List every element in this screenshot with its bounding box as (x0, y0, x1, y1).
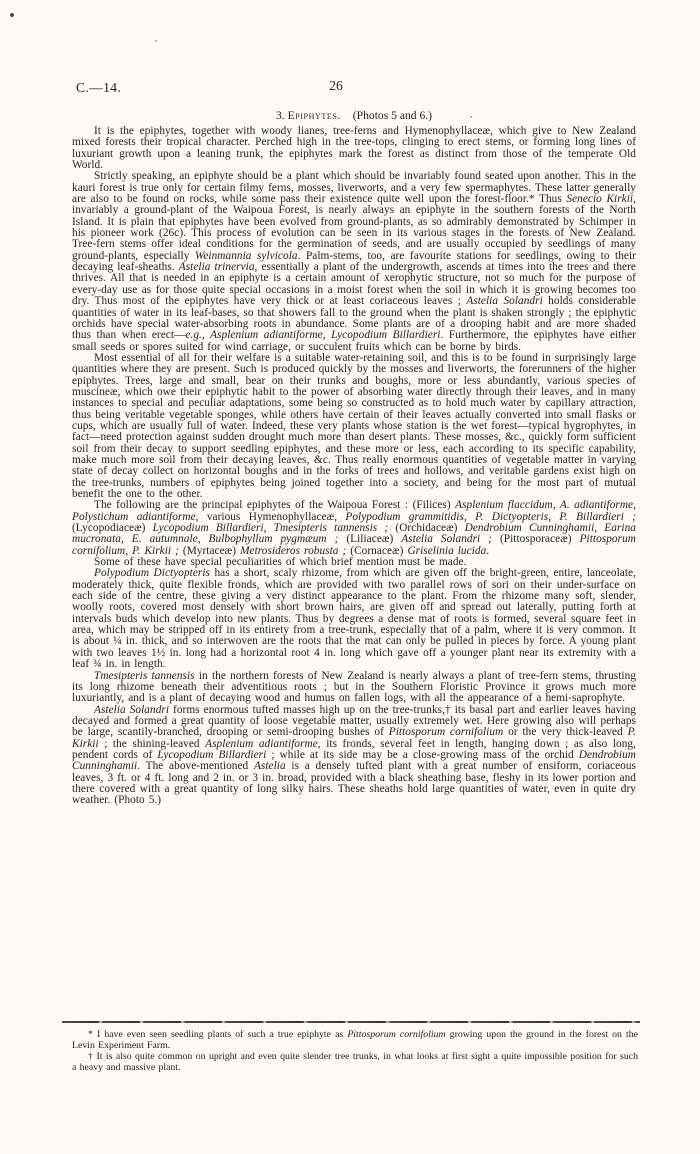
text-segment: Strictly speaking, an epiphyte should be a plant which should be invariably found seated upon another. This in the kauri forest is true only for certain filmy ferns, mosses, liverworts, and a very few spermaphytes. These latter generally are also to be found on rocks, while some pass their existence quite well upon the forest-floor.* Thus (72, 170, 636, 206)
text-segment: is a densely tufted plant with a great number of ensiform, coriaceous leaves, 3 ft. or 4 ft. long and 2 in. or 3 in. broad, provided with a black sheathing base, fleshy in its lower portion and there covered with a great quantity of long silky hairs. These sheaths hold large quantities of water, even in quite dry weather. (Photo 5.) (72, 760, 636, 807)
text-segment: It is the epiphytes, together with woody lianes, tree-ferns and Hymenophyllaceæ, which give to New Zealand mixed forests their tropical character. Perched high in the tree-tops, clinging to erect stems, or forming long lines of luxuriant growth upon a leaning trunk, the epiphytes mark the forest as distinct from those of the temperate Old World. (72, 126, 636, 172)
species-name: Astelia Solandri (466, 295, 543, 308)
paragraph (72, 353, 636, 500)
article-body (72, 126, 636, 807)
text-segment: * I have even seen seedling plants of such a true epiphyte as (88, 1029, 348, 1040)
text-segment: in the northern forests of New Zealand is nearly always a plant of tree-fern stems, thrusting its long rhizome beneath their adventitious roots ; but in the Southern Floristic Province it grows much more luxuriantly, and is a plant of decaying wood and humus on fallen logs, with all the appearance of a hemi-saprophyte. (72, 669, 636, 705)
species-name: Pittosporum cornifolium (388, 726, 504, 739)
species-name: Weinmannia sylvicola (194, 249, 298, 262)
text-segment: (Myrtaceæ) (178, 544, 241, 557)
text-segment: (Orchidaceæ) (388, 522, 465, 535)
species-name: Polypodium grammitidis, P. Dictyopteris, P. Billardieri ; (345, 510, 636, 523)
text-segment: Some of these have special peculiarities of which brief mention must be made. (94, 556, 467, 569)
text-segment: (Pittosporaceæ) (492, 533, 580, 546)
species-name: Griselinia lucida (407, 544, 487, 557)
species-name: Lycopodium Billardieri, Tmesipteris tannensis ; (152, 522, 389, 535)
footnote (72, 1051, 638, 1073)
text-segment: has a short, scaly rhizome, from which are given off the bright-green, entire, lanceolate, moderately thick, quite flexible fronds, which are provided with two parallel rows of sori on their under-surface on each side of the centre, these giving a very distinct appearance to the plant. From the rhizome many soft, slender, woolly roots, covered most densely with short brown hairs, are given off and spread out laterally, putting forth at intervals buds which develop into new plants. Thus by degrees a dense mat of roots is formed, several square feet in area, which may be stripped off in its entirety from a tree-trunk, especially that of a palm, where it is very common. It is about ¼ in. thick, and so interwoven are the roots that the mat can only be pulled in pieces by force. A young plant with two leaves 1½ in. long had a horizontal root 4 in. long which gave off a younger plant near its extremity with a leaf ¾ in. in length. (72, 567, 636, 671)
species-name: Pittosporum cornifolium (347, 1029, 446, 1040)
section-heading (72, 109, 636, 122)
footnote-divider (62, 1021, 640, 1023)
species-name: Lycopodium Billardieri (157, 748, 267, 761)
text-segment: . The above-mentioned (137, 760, 254, 773)
text-segment: The following are the principal epiphytes of the Waipoua Forest : (Filices) (94, 499, 456, 512)
species-name: Asplenium adiantiforme (205, 737, 318, 750)
paragraph (72, 500, 636, 557)
paragraph (72, 126, 636, 171)
text-segment: ; while at its side may be a close-growing mass of the orchid (266, 748, 579, 761)
species-name: Astelia (253, 760, 286, 773)
species-name: Dendrobium Cunninghamii (72, 748, 636, 773)
species-name: Dendrobium Cunninghamii, Earina mucronata, E. autumnale, Bulbophyllum pygmæum ; (72, 522, 636, 546)
section-photos-ref: (Photos 5 and 6.) (352, 109, 433, 122)
species-name: Pittosporum cornifolium, P. Kirkii ; (72, 533, 636, 557)
text-segment: † It is also quite common on upright and even quite slender tree trunks, in what looks at first sight a quite impossible position for such a heavy and massive plant. (72, 1051, 638, 1073)
text-segment: (Lycopodiaceæ) (72, 522, 153, 535)
text-segment: holds considerable quantities of water in its leaf-bases, so that showers fall to the ground when the plant is shaken strongly ; the epiphytic orchids have special water-absorbing roots in abundance. Some plants are of a drooping habit and are more shaded thus than when erect— (72, 295, 636, 342)
text-segment: (Liliaceæ) (338, 533, 402, 546)
species-name: Astelia trinervia (178, 261, 255, 274)
paragraph (72, 705, 636, 807)
text-segment: growing upon the ground in the forest on the Levin Experiment Farm. (72, 1029, 638, 1051)
species-name: Astelia Solandri ; (401, 533, 492, 546)
text-segment: Most essential of all for their welfare is a suitable water-retaining soil, and this is to be found in surprisingly large quantities where they are present. Such is produced quickly by the mosses and liverworts, the forerunners of the higher epiphytes. Trees, large and small, bear on their trunks and boughs, more or less abundantly, various species of muscineæ, which owe their epiphytic habit to the power of absorbing water directly through their leaves, and in many instances to special and peculiar adaptations, some being so constructed as to hold much water by capillary attraction, thus being veritable vegetable sponges, while others have certain of their leaves actually converted into small flasks or cups, which are usually full of water. Indeed, these very plants whose station is the wet forest—typical hygrophytes, in fact—need protection against sudden drought much more than desert plants. These mosses, &c., quickly form sufficient soil from their decay to support seedling epiphytes, and these more or less, each according to its specific capability, make much more soil from their decaying leaves, &c. Thus really enormous quantities of vegetable matter in varying state of decay collect on horizontal boughs and in the forks of trees and hollows, and veritable gardens exist high on the tree-trunks, numbers of epiphytes being joined together into a society, and being for the most part of mutual benefit the one to the other. (72, 351, 636, 500)
species-name: e.g., Asplenium adiantiforme, Lycopodium Billardieri (185, 329, 441, 342)
text-segment: . Palm-stems, too, are favourite stations for seedlings, owing to their decaying leaf-sheaths. (72, 249, 636, 274)
species-name: Polypodium Dictyopteris (94, 567, 211, 580)
ink-speck (10, 13, 14, 17)
text-segment: forms enormous tufted masses high up on the tree-trunks,† its basal part and earlier leaves having decayed and formed a great quantity of loose vegetable matter, usually extremely wet. Here growing also will perhaps be large, scantily-branched, drooping or semi-drooping bushes of (72, 703, 636, 739)
text-segment: . Furthermore, the epiphytes have either small seeds or spores suited for wind carriage, or succulent fruits which can be borne by birds. (72, 329, 636, 353)
header-page-number: 26 (329, 78, 343, 93)
text-segment: , essentially a plant of the undergrowth, ascends at times into the trees and there thrives. All that is needed in an epiphyte is a certain amount of xerophytic structure, not so much for the purpose of every-day use as for those quite special occasions in a moist forest when the soil in which it is growing becomes too dry. Thus most of the epiphytes have very thick or at least coriaceous leaves ; (72, 261, 636, 308)
ink-speck (155, 40, 157, 42)
footnotes-list (72, 1029, 638, 1073)
text-segment: or the very thick-leaved (503, 726, 628, 739)
paragraph (72, 171, 636, 353)
text-segment: (Cornaceæ) (346, 544, 408, 557)
section-number: 3. (275, 109, 285, 122)
text-segment: , invariably a ground-plant of the Waipoua Forest, is nearly always an epiphyte in the southern forests of the North Island. It is plain that epiphytes have been evolved from ground-plants, as so admirably demonstrated by Schimper in his pioneer work (26c). This process of evolution can be seen in its various stages in the forests of New Zealand. Tree-fern stems offer ideal conditions for the germination of seeds, and are usually occupied by seedlings of many ground-plants, especially (72, 193, 636, 262)
header-doc-ref: C.—14. (76, 80, 122, 95)
text-segment: , various Hymenophyllaceæ, (195, 510, 346, 523)
paragraph (72, 568, 636, 670)
footnote (72, 1029, 638, 1051)
species-name: P. Kirkii (72, 726, 636, 750)
section-title: Epiphytes. (287, 109, 341, 122)
species-name: Astelia Solandri (94, 703, 170, 716)
text-segment: , its fronds, several feet in length, hanging down ; as also long, pendent cords of (72, 737, 636, 761)
species-name: Metrosideros robusta ; (240, 544, 347, 557)
text-segment: ; the shining-leaved (98, 737, 206, 750)
paragraph (72, 671, 636, 705)
species-name: Asplenium flaccidum, A. adiantiforme, Polystichum adiantiforme (72, 499, 636, 523)
species-name: Senecio Kirkii (566, 193, 634, 206)
species-name: Tmesipteris tannensis (94, 669, 195, 682)
text-segment: . (486, 544, 490, 557)
